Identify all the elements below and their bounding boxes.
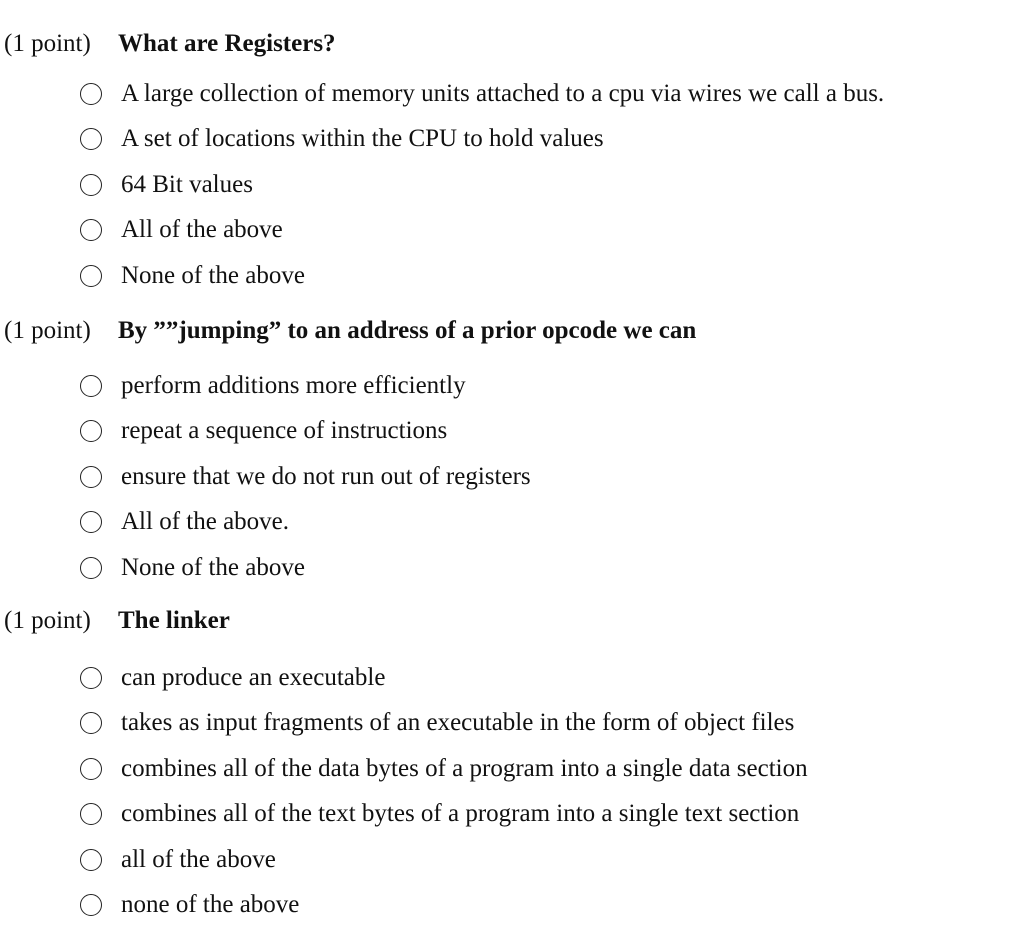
answer-option[interactable] xyxy=(0,838,1024,883)
radio-button[interactable] xyxy=(80,803,102,825)
radio-button[interactable] xyxy=(80,511,102,533)
answer-option[interactable] xyxy=(0,656,1024,701)
answer-options xyxy=(0,364,1024,591)
answer-option[interactable] xyxy=(0,254,1024,299)
radio-button[interactable] xyxy=(80,128,102,150)
radio-button[interactable] xyxy=(80,466,102,488)
answer-options xyxy=(0,72,1024,299)
question-text: By ””jumping” to an address of a prior opcode we can xyxy=(118,317,697,344)
question-points: (1 point) xyxy=(4,607,91,634)
answer-option[interactable] xyxy=(0,455,1024,500)
answer-option[interactable] xyxy=(0,364,1024,409)
question-registers xyxy=(0,27,1024,299)
radio-button[interactable] xyxy=(80,219,102,241)
option-label: all of the above xyxy=(121,845,276,873)
answer-option[interactable] xyxy=(0,792,1024,837)
radio-button[interactable] xyxy=(80,667,102,689)
option-label: A large collection of memory units attached to a cpu via wires we call a bus. xyxy=(121,80,885,107)
answer-option[interactable] xyxy=(0,163,1024,208)
answer-option[interactable] xyxy=(0,747,1024,792)
answer-option[interactable] xyxy=(0,409,1024,454)
question-points: (1 point) xyxy=(4,30,91,57)
option-label: none of the above xyxy=(121,890,300,918)
option-label: 64 Bit values xyxy=(121,170,253,198)
radio-button[interactable] xyxy=(80,758,102,780)
option-label: combines all of the text bytes of a program into a single text section xyxy=(121,800,800,828)
option-label: None of the above xyxy=(121,553,305,581)
answer-option[interactable] xyxy=(0,208,1024,253)
radio-button[interactable] xyxy=(80,83,102,105)
question-header xyxy=(0,604,1024,638)
answer-option[interactable] xyxy=(0,500,1024,545)
question-jumping xyxy=(0,314,1024,591)
option-label: All of the above xyxy=(121,216,283,244)
question-header xyxy=(0,27,1024,61)
answer-option[interactable] xyxy=(0,72,1024,117)
option-label: A set of locations within the CPU to hold values xyxy=(121,125,604,153)
option-label: repeat a sequence of instructions xyxy=(121,417,448,445)
question-text: What are Registers? xyxy=(118,30,336,57)
option-label: None of the above xyxy=(121,261,305,289)
option-label: All of the above. xyxy=(121,508,290,536)
answer-option[interactable] xyxy=(0,117,1024,162)
option-label: ensure that we do not run out of registers xyxy=(121,462,531,490)
question-text: The linker xyxy=(118,607,230,634)
question-header xyxy=(0,314,1024,348)
answer-option[interactable] xyxy=(0,883,1024,928)
answer-option[interactable] xyxy=(0,546,1024,591)
option-label: can produce an executable xyxy=(121,664,386,691)
radio-button[interactable] xyxy=(80,375,102,397)
radio-button[interactable] xyxy=(80,849,102,871)
question-points: (1 point) xyxy=(4,317,91,344)
option-label: combines all of the data bytes of a program into a single data section xyxy=(121,754,808,782)
radio-button[interactable] xyxy=(80,557,102,579)
radio-button[interactable] xyxy=(80,420,102,442)
radio-button[interactable] xyxy=(80,894,102,916)
answer-options xyxy=(0,656,1024,928)
radio-button[interactable] xyxy=(80,265,102,287)
option-label: perform additions more efficiently xyxy=(121,372,466,399)
answer-option[interactable] xyxy=(0,701,1024,746)
radio-button[interactable] xyxy=(80,712,102,734)
radio-button[interactable] xyxy=(80,174,102,196)
question-linker xyxy=(0,604,1024,928)
option-label: takes as input fragments of an executable in the form of object files xyxy=(121,709,795,737)
